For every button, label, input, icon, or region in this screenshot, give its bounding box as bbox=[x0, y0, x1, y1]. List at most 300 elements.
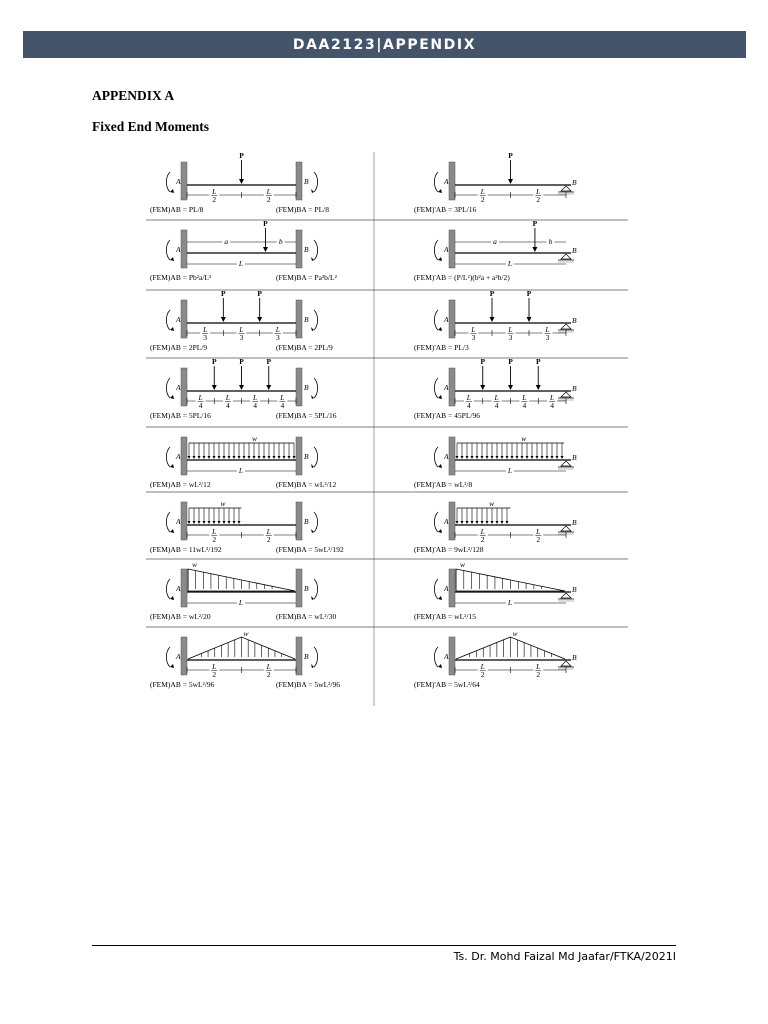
support-b-pin bbox=[561, 186, 571, 191]
moment-a-arrowhead bbox=[170, 596, 174, 600]
load-p2-label: P bbox=[526, 289, 532, 298]
support-b-label: B bbox=[572, 246, 577, 255]
moment-a-arc bbox=[166, 579, 170, 599]
load-p1-label: P bbox=[211, 357, 217, 366]
load-udl-half-arrowhead bbox=[193, 521, 196, 524]
load-udl-arrowhead bbox=[218, 456, 221, 459]
dim-den: 3 bbox=[203, 333, 208, 342]
wall-a bbox=[449, 437, 455, 475]
support-b-pin bbox=[561, 661, 571, 666]
fem-case-fixed-pinned-1 bbox=[414, 152, 577, 214]
load-udl-arrowhead bbox=[516, 456, 519, 459]
dim-den: 2 bbox=[212, 195, 217, 204]
fem-ba-formula: (FEM)BA = wL²/12 bbox=[276, 480, 337, 489]
wall-a bbox=[449, 300, 455, 338]
dim-num: L bbox=[536, 527, 541, 536]
fem-ab-formula: (FEM)AB = wL²/12 bbox=[150, 480, 211, 489]
support-b-pin bbox=[561, 526, 571, 531]
footer-rule bbox=[92, 945, 676, 946]
load-p2-head bbox=[257, 317, 262, 322]
fem-case-fixed-fixed-6 bbox=[150, 499, 344, 554]
dim-label: L bbox=[507, 259, 513, 268]
moment-b-arc bbox=[314, 512, 318, 532]
load-udl-arrowhead bbox=[471, 456, 474, 459]
load-p-label: P bbox=[532, 219, 538, 228]
support-b-label: B bbox=[572, 518, 577, 527]
dim-num: L bbox=[266, 662, 271, 671]
moment-a-arrowhead bbox=[438, 395, 442, 399]
dim-num: L bbox=[198, 393, 203, 402]
load-p1-label: P bbox=[480, 357, 486, 366]
dim-den: 2 bbox=[212, 670, 217, 679]
load-udl-arrowhead bbox=[248, 456, 251, 459]
load-udl-arrowhead bbox=[268, 456, 271, 459]
load-udl-arrowhead bbox=[521, 456, 524, 459]
load-b-label: b bbox=[278, 237, 283, 246]
load-udl-arrowhead bbox=[288, 456, 291, 459]
moment-b-label: B bbox=[304, 315, 309, 324]
load-udl-half-arrowhead bbox=[208, 521, 211, 524]
wall-a bbox=[449, 637, 455, 675]
moment-a-arc bbox=[434, 512, 438, 532]
dim-label: L bbox=[238, 466, 244, 475]
load-udl-arrowhead bbox=[193, 456, 196, 459]
dim-den: 4 bbox=[467, 401, 471, 410]
fem-ba-formula: (FEM)BA = Pa²b/L² bbox=[276, 273, 337, 282]
load-udl-arrowhead bbox=[273, 456, 276, 459]
fem-ab-formula: (FEM)AB = 5PL/16 bbox=[150, 411, 211, 420]
moment-a-arc bbox=[166, 447, 170, 467]
load-udl-arrowhead bbox=[506, 456, 509, 459]
load-a-label: a bbox=[224, 237, 229, 246]
fem-case-fixed-fixed-2 bbox=[150, 219, 338, 282]
fem-ab-formula: (FEM)'AB = 3PL/16 bbox=[414, 205, 477, 214]
load-udl-arrowhead bbox=[531, 456, 534, 459]
fixed-end-moments-figure bbox=[146, 152, 628, 706]
moment-b-arrowhead bbox=[311, 257, 314, 261]
load-p3-label: P bbox=[266, 357, 272, 366]
moment-a-label: A bbox=[176, 383, 181, 392]
fem-ab-formula: (FEM)AB = PL/8 bbox=[150, 205, 204, 214]
load-p-label: P bbox=[508, 152, 513, 160]
fem-case-fixed-pinned-6 bbox=[414, 499, 577, 554]
wall-b bbox=[296, 368, 302, 406]
fem-ba-formula: (FEM)BA = PL/8 bbox=[276, 205, 329, 214]
fem-case-fixed-fixed-3 bbox=[150, 289, 333, 352]
load-udl-arrowhead bbox=[253, 456, 256, 459]
support-b-pin bbox=[561, 254, 571, 259]
dim-num: L bbox=[466, 393, 471, 402]
load-udl-arrowhead bbox=[561, 456, 564, 459]
moment-a-arc bbox=[434, 647, 438, 667]
load-udl-half-arrowhead bbox=[496, 521, 499, 524]
wall-a bbox=[449, 569, 455, 607]
load-udl-half-arrowhead bbox=[188, 521, 191, 524]
moment-a-arrowhead bbox=[170, 257, 174, 261]
load-udl-arrowhead bbox=[496, 456, 499, 459]
moment-b-arrowhead bbox=[311, 529, 314, 533]
moment-a-arrowhead bbox=[438, 189, 442, 193]
support-b-pin bbox=[561, 593, 571, 598]
wall-b bbox=[296, 637, 302, 675]
dim-den: 2 bbox=[480, 535, 485, 544]
load-udl-half-arrowhead bbox=[456, 521, 459, 524]
dim-den: 2 bbox=[266, 535, 271, 544]
load-udl-arrowhead bbox=[481, 456, 484, 459]
footer-text: Ts. Dr. Mohd Faizal Md Jaafar/FTKA/2021I bbox=[453, 950, 676, 963]
wall-a bbox=[181, 368, 187, 406]
moment-b-arc bbox=[314, 310, 318, 330]
load-udl-half-arrowhead bbox=[213, 521, 216, 524]
moment-b-label: B bbox=[304, 652, 309, 661]
load-p-head bbox=[508, 179, 513, 184]
load-udl-arrowhead bbox=[263, 456, 266, 459]
dim-den: 3 bbox=[471, 333, 476, 342]
moment-b-arc bbox=[314, 647, 318, 667]
moment-a-arc bbox=[434, 240, 438, 260]
moment-b-label: B bbox=[304, 245, 309, 254]
moment-a-arc bbox=[434, 310, 438, 330]
fem-case-fixed-fixed-7 bbox=[150, 560, 336, 621]
moment-a-arrowhead bbox=[170, 189, 174, 193]
load-udl-arrowhead bbox=[541, 456, 544, 459]
wall-b bbox=[296, 300, 302, 338]
fem-ab-formula: (FEM)AB = 5wL²/96 bbox=[150, 680, 215, 689]
load-p1-head bbox=[480, 385, 485, 390]
fem-case-fixed-fixed-4 bbox=[150, 357, 337, 420]
load-udl-half-arrowhead bbox=[501, 521, 504, 524]
fem-case-fixed-pinned-7 bbox=[414, 560, 577, 621]
load-p2-head bbox=[527, 317, 532, 322]
moment-b-arrowhead bbox=[311, 596, 314, 600]
load-b-label: b bbox=[548, 237, 553, 246]
moment-b-arrowhead bbox=[311, 189, 314, 193]
fem-ab-formula: (FEM)'AB = wL²/15 bbox=[414, 612, 476, 621]
load-udl-half-arrowhead bbox=[471, 521, 474, 524]
support-b-label: B bbox=[572, 178, 577, 187]
load-p2-head bbox=[239, 385, 244, 390]
dim-num: L bbox=[253, 393, 258, 402]
moment-a-arc bbox=[166, 378, 170, 398]
moment-a-label: A bbox=[444, 452, 449, 461]
dim-num: L bbox=[203, 325, 208, 334]
moment-a-label: A bbox=[444, 584, 449, 593]
moment-b-label: B bbox=[304, 517, 309, 526]
wall-a bbox=[181, 437, 187, 475]
dim-den: 2 bbox=[480, 670, 485, 679]
load-udl-half-arrowhead bbox=[486, 521, 489, 524]
moment-a-label: A bbox=[444, 652, 449, 661]
fem-ab-formula: (FEM)'AB = 45PL/96 bbox=[414, 411, 481, 420]
moment-a-label: A bbox=[444, 315, 449, 324]
load-udl-arrowhead bbox=[526, 456, 529, 459]
load-udl-half-arrowhead bbox=[233, 521, 236, 524]
load-p-head bbox=[263, 247, 268, 252]
moment-a-label: A bbox=[176, 245, 181, 254]
fem-case-fixed-fixed-8 bbox=[150, 629, 340, 689]
load-tri-label: w bbox=[192, 560, 198, 569]
moment-b-label: B bbox=[304, 584, 309, 593]
fem-ab-formula: (FEM)'AB = (P/L²)(b²a + a²b/2) bbox=[414, 273, 510, 282]
load-udl-arrowhead bbox=[213, 456, 216, 459]
fem-case-fixed-pinned-5 bbox=[414, 434, 577, 489]
support-b-label: B bbox=[572, 653, 577, 662]
support-b-pin bbox=[561, 461, 571, 466]
dim-num: L bbox=[480, 527, 485, 536]
wall-b bbox=[296, 230, 302, 268]
fem-case-fixed-fixed-5 bbox=[150, 434, 336, 489]
dim-num: L bbox=[494, 393, 499, 402]
fem-ba-formula: (FEM)BA = 5wL²/192 bbox=[276, 545, 344, 554]
dim-num: L bbox=[522, 393, 527, 402]
load-peak-label: w bbox=[243, 629, 249, 638]
moment-a-arrowhead bbox=[438, 529, 442, 533]
load-udl-arrowhead bbox=[476, 456, 479, 459]
load-p2-label: P bbox=[508, 357, 513, 366]
load-a-label: a bbox=[493, 237, 497, 246]
moment-b-arrowhead bbox=[311, 395, 314, 399]
moment-b-arrowhead bbox=[311, 464, 314, 468]
load-udl-half-arrowhead bbox=[228, 521, 231, 524]
dim-num: L bbox=[280, 393, 285, 402]
dim-label: L bbox=[238, 259, 244, 268]
dim-num: L bbox=[212, 662, 217, 671]
moment-a-arc bbox=[434, 378, 438, 398]
load-udl-half-arrowhead bbox=[238, 521, 241, 524]
load-udl-label: w bbox=[521, 434, 527, 443]
load-p-label: P bbox=[239, 152, 244, 160]
moment-a-arc bbox=[434, 579, 438, 599]
load-p1-head bbox=[490, 317, 495, 322]
support-b-pin bbox=[561, 392, 571, 397]
moment-a-arrowhead bbox=[170, 327, 174, 331]
support-b-label: B bbox=[572, 585, 577, 594]
wall-b bbox=[296, 569, 302, 607]
wall-a bbox=[449, 162, 455, 200]
fem-ba-formula: (FEM)BA = 2PL/9 bbox=[276, 343, 333, 352]
moment-b-arc bbox=[314, 447, 318, 467]
fem-ab-formula: (FEM)'AB = PL/3 bbox=[414, 343, 469, 352]
moment-a-label: A bbox=[176, 452, 181, 461]
moment-b-arc bbox=[314, 378, 318, 398]
load-udl-arrowhead bbox=[243, 456, 246, 459]
fem-ab-formula: (FEM)'AB = 9wL²/128 bbox=[414, 545, 484, 554]
moment-a-label: A bbox=[444, 177, 449, 186]
fem-table-svg bbox=[146, 152, 628, 706]
moment-a-arc bbox=[434, 447, 438, 467]
dim-den: 4 bbox=[253, 401, 257, 410]
moment-b-arrowhead bbox=[311, 327, 314, 331]
load-udl-half-arrowhead bbox=[466, 521, 469, 524]
load-p-head bbox=[532, 247, 537, 252]
load-p3-head bbox=[536, 385, 541, 390]
load-udl-arrowhead bbox=[198, 456, 201, 459]
wall-a bbox=[449, 230, 455, 268]
load-udl-label: w bbox=[252, 434, 258, 443]
load-udl-arrowhead bbox=[293, 456, 296, 459]
fem-case-fixed-pinned-3 bbox=[414, 289, 577, 352]
load-udl-half-label: w bbox=[489, 499, 495, 508]
fem-ba-formula: (FEM)BA = 5wL²/96 bbox=[276, 680, 340, 689]
wall-b bbox=[296, 437, 302, 475]
dim-den: 2 bbox=[212, 535, 217, 544]
load-udl-arrowhead bbox=[188, 456, 191, 459]
load-udl-arrowhead bbox=[556, 456, 559, 459]
moment-a-label: A bbox=[176, 652, 181, 661]
load-p1-head bbox=[221, 317, 226, 322]
load-udl-half-arrowhead bbox=[198, 521, 201, 524]
wall-a bbox=[181, 569, 187, 607]
load-p3-head bbox=[266, 385, 271, 390]
load-p2-head bbox=[508, 385, 513, 390]
dim-num: L bbox=[225, 393, 230, 402]
load-udl-half-arrowhead bbox=[481, 521, 484, 524]
fem-case-fixed-pinned-2 bbox=[414, 219, 577, 282]
moment-b-arc bbox=[314, 240, 318, 260]
wall-a bbox=[449, 502, 455, 540]
dim-den: 3 bbox=[275, 333, 280, 342]
load-p1-head bbox=[212, 385, 217, 390]
wall-a bbox=[181, 162, 187, 200]
load-udl-half-arrowhead bbox=[476, 521, 479, 524]
dim-den: 2 bbox=[266, 670, 271, 679]
dim-num: L bbox=[536, 662, 541, 671]
dim-num: L bbox=[480, 187, 485, 196]
moment-a-arc bbox=[166, 240, 170, 260]
load-p-label: P bbox=[263, 219, 268, 228]
wall-a bbox=[181, 637, 187, 675]
wall-a bbox=[181, 502, 187, 540]
load-udl-arrowhead bbox=[491, 456, 494, 459]
load-udl-arrowhead bbox=[238, 456, 241, 459]
moment-a-label: A bbox=[176, 315, 181, 324]
wall-a bbox=[181, 300, 187, 338]
dim-den: 2 bbox=[536, 535, 541, 544]
support-b-label: B bbox=[572, 453, 577, 462]
moment-a-arrowhead bbox=[170, 464, 174, 468]
load-p1-label: P bbox=[221, 289, 226, 298]
fem-ab-formula: (FEM)AB = 2PL/9 bbox=[150, 343, 208, 352]
moment-a-arc bbox=[166, 647, 170, 667]
load-udl-half-arrowhead bbox=[506, 521, 509, 524]
fem-case-fixed-fixed-1 bbox=[150, 152, 329, 214]
moment-a-label: A bbox=[444, 383, 449, 392]
moment-b-label: B bbox=[304, 452, 309, 461]
moment-a-label: A bbox=[444, 517, 449, 526]
moment-a-arrowhead bbox=[438, 327, 442, 331]
moment-a-arrowhead bbox=[170, 529, 174, 533]
support-b-label: B bbox=[572, 316, 577, 325]
load-udl-half-arrowhead bbox=[203, 521, 206, 524]
dim-label: L bbox=[507, 598, 513, 607]
dim-num: L bbox=[508, 325, 513, 334]
dim-num: L bbox=[471, 325, 476, 334]
moment-b-arrowhead bbox=[311, 664, 314, 668]
moment-b-label: B bbox=[304, 177, 309, 186]
dim-num: L bbox=[275, 325, 280, 334]
dim-den: 4 bbox=[522, 401, 527, 410]
load-udl-half-arrowhead bbox=[223, 521, 226, 524]
load-udl-half-arrowhead bbox=[491, 521, 494, 524]
load-udl-arrowhead bbox=[278, 456, 281, 459]
load-udl-arrowhead bbox=[223, 456, 226, 459]
moment-a-label: A bbox=[176, 584, 181, 593]
load-udl-arrowhead bbox=[466, 456, 469, 459]
dim-den: 2 bbox=[266, 195, 271, 204]
dim-den: 3 bbox=[239, 333, 244, 342]
appendix-heading: APPENDIX A bbox=[92, 88, 175, 103]
moment-a-arrowhead bbox=[438, 464, 442, 468]
load-udl-arrowhead bbox=[536, 456, 539, 459]
moment-b-label: B bbox=[304, 383, 309, 392]
fem-case-fixed-pinned-4 bbox=[414, 357, 577, 420]
dim-num: L bbox=[550, 393, 555, 402]
load-udl-arrowhead bbox=[258, 456, 261, 459]
load-udl-arrowhead bbox=[546, 456, 549, 459]
moment-a-label: A bbox=[176, 517, 181, 526]
moment-b-arc bbox=[314, 172, 318, 192]
dim-num: L bbox=[266, 527, 271, 536]
wall-b bbox=[296, 162, 302, 200]
moment-a-arrowhead bbox=[170, 664, 174, 668]
dim-den: 2 bbox=[480, 195, 485, 204]
load-udl-half-arrowhead bbox=[218, 521, 221, 524]
wall-a bbox=[449, 368, 455, 406]
fem-ab-formula: (FEM)AB = 11wL²/192 bbox=[150, 545, 222, 554]
fem-ab-formula: (FEM)AB = wL²/20 bbox=[150, 612, 211, 621]
moment-b-arc bbox=[314, 579, 318, 599]
fem-ba-formula: (FEM)BA = wL²/30 bbox=[276, 612, 337, 621]
moment-a-arrowhead bbox=[438, 664, 442, 668]
moment-a-label: A bbox=[444, 245, 449, 254]
dim-num: L bbox=[212, 527, 217, 536]
load-peak-label: w bbox=[512, 629, 518, 638]
load-udl-arrowhead bbox=[486, 456, 489, 459]
wall-b bbox=[296, 502, 302, 540]
load-p1-label: P bbox=[489, 289, 495, 298]
moment-a-arrowhead bbox=[438, 257, 442, 261]
load-udl-arrowhead bbox=[208, 456, 211, 459]
header-title: DAA2123|APPENDIX bbox=[292, 36, 477, 53]
fem-ab-formula: (FEM)AB = Pb²a/L² bbox=[150, 273, 212, 282]
moment-a-arrowhead bbox=[438, 596, 442, 600]
moment-a-arrowhead bbox=[170, 395, 174, 399]
dim-den: 3 bbox=[545, 333, 550, 342]
load-udl-arrowhead bbox=[461, 456, 464, 459]
dim-num: L bbox=[480, 662, 485, 671]
section-heading: Fixed End Moments bbox=[92, 119, 210, 134]
dim-num: L bbox=[545, 325, 550, 334]
fem-ba-formula: (FEM)BA = 5PL/16 bbox=[276, 411, 337, 420]
dim-den: 4 bbox=[280, 401, 285, 410]
load-udl-arrowhead bbox=[511, 456, 514, 459]
load-udl-arrowhead bbox=[283, 456, 286, 459]
load-udl-half-arrowhead bbox=[461, 521, 464, 524]
dim-label: L bbox=[507, 466, 513, 475]
moment-a-arc bbox=[166, 512, 170, 532]
dim-num: L bbox=[212, 187, 217, 196]
dim-den: 2 bbox=[536, 195, 541, 204]
moment-a-arc bbox=[166, 172, 170, 192]
load-tri-label: w bbox=[460, 560, 466, 569]
load-udl-arrowhead bbox=[228, 456, 231, 459]
header-bar bbox=[23, 31, 746, 58]
dim-den: 4 bbox=[226, 401, 230, 410]
load-p3-label: P bbox=[535, 357, 541, 366]
support-b-pin bbox=[561, 324, 571, 329]
dim-label: L bbox=[238, 598, 244, 607]
load-p2-label: P bbox=[257, 289, 262, 298]
